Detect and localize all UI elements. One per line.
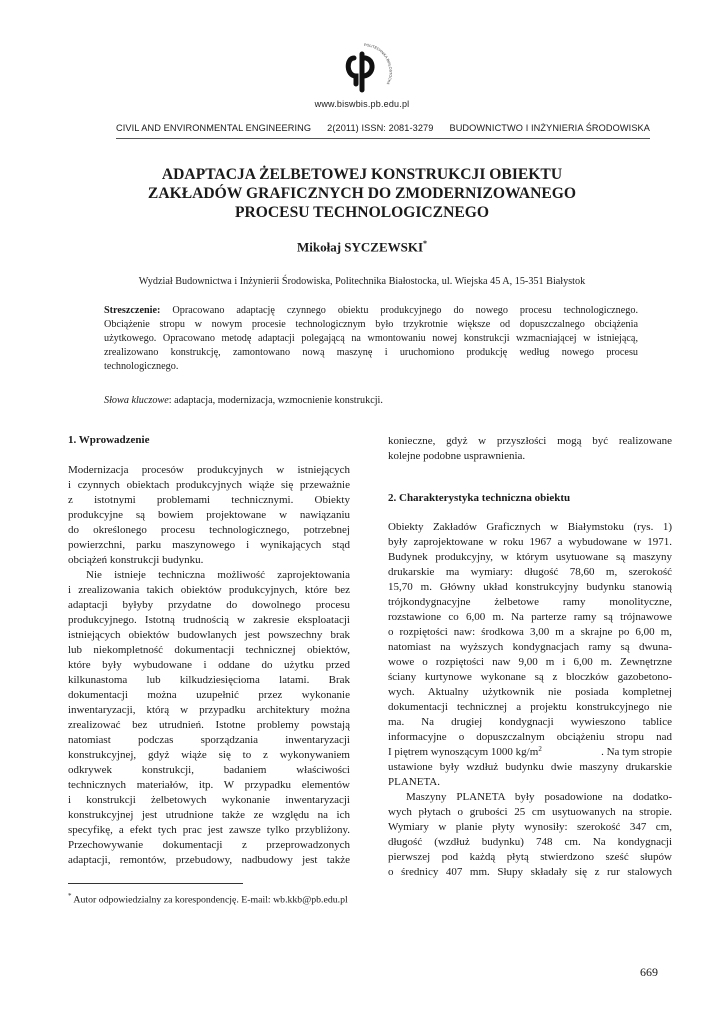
text-line: lub niekompletność dokumentacji technicznej obiektów, [68,644,350,656]
text-line [388,745,672,760]
text-line: i zrealizowania takich obiektów produkcyjnych, które bez [68,584,350,596]
author [0,239,724,255]
paper-title [90,165,634,222]
text-line-part: . Na tym stropie [601,746,672,758]
page-number: 669 [640,965,658,979]
text-line: kilkunastoma lub kilkudziesięcioma latami. Brak [68,674,350,686]
text-line: specyfikę, a efekt tych prac jest zawsze tylko przybliżony. [68,824,350,836]
text-line: Budynek produkcyjny, w którym usytuowane są maszyny [388,551,672,563]
text-line: natomiast podczas sporządzania inwentaryzacji [68,734,350,746]
text-line: rozstawione co 6,00 m. Na parterze ramy są trójnawowe [388,611,672,623]
text-line: odkrywek konstrukcji, badaniem właściwości [68,764,350,776]
text-line: dokumentacji technicznej a projektu konstrukcyjnego nie [388,701,672,713]
text-line: ma. Na drugiej kondygnacji wywieszono tablice [388,716,672,728]
affiliation: Wydział Budownictwa i Inżynierii Środowiska, Politechnika Białostocka, ul. Wiejska 45 A, 15-351 Białystok [138,276,586,287]
text-line: z istotnymi problemami technicznymi. Obiekty [68,494,350,506]
section1-body [68,463,350,868]
keywords-label: Słowa kluczowe [104,395,169,406]
text-line: natomiast na wyższych kondygnacjach ramy są dwuna- [388,641,672,653]
text-line: konieczne, gdyż w przyszłości mogą być realizowane [388,435,672,447]
text-line: o rozpiętości naw: środkowa 3,00 m a skrajne po 6,00 m, [388,626,672,638]
author-footnote-mark: * [423,239,428,248]
text-line: i konstrukcji żelbetowych wykonanie inwentaryzacji [68,794,350,806]
author-name: Mikołaj SYCZEWSKI [296,239,424,255]
text-line: inwentaryzacji, którą w przypadku architektury można [68,704,350,716]
footnote [68,892,348,905]
journal-name-en: CIVIL AND ENVIRONMENTAL ENGINEERING [116,123,312,133]
text-line: Przechowywanie dokumentacji z przeprowadzonych [68,839,350,851]
text-line: adaptacji, remontów, przebudowy, nadbudowy jest także [68,854,350,866]
text-line: kolejne podobne usprawnienia. [388,450,526,462]
text-line: wych. Aktualny użytkownik nie posiada kompletnej [388,686,672,698]
text-line-part: I piętrem wynoszącym 1000 kg/m [388,746,539,758]
journal-header-bar [116,123,650,133]
text-line: Nie istnieje techniczna możliwość zaprojektowania [86,569,350,581]
text-line: trójkondygnacyjne żelbetowe ramy monolityczne, [388,596,672,608]
title-line: ADAPTACJA ŻELBETOWEJ KONSTRUKCJI OBIEKTU [161,166,563,183]
journal-website[interactable]: www.biswbis.pb.edu.pl [314,99,410,109]
text-line: produkcyjnego. Istotną trudnością w zakresie eksploatacji [68,614,350,626]
abstract-line: technologicznego. [104,361,179,372]
abstract-line: zrealizowano konstrukcję, zamontowano nową maszynę i uruchomiono produkcję według nowego procesu [104,347,638,358]
abstract-line: Obciążenie stropu w nowym procesie technologicznym było trzykrotnie większe od dopuszczalnego obciążenia [104,319,638,330]
superscript: 2 [538,745,542,753]
text-line: pierwszej pod każdą płytą stwierdzono sześć słupów [388,851,672,863]
text-line: i czynnych obiektach produkcyjnych wiąże się przeważnie [68,479,350,491]
section-heading-technical: 2. Charakterystyka techniczna obiektu [388,492,571,504]
text-line: dokumentacji można uzupełnić przez wykonanie [68,689,350,701]
svg-text:POLITECHNIKA BIAŁOSTOCKA [364,43,393,86]
header-divider [116,138,650,139]
text-line: drukarskie ma wymiary: długość 78,60 m, szerokość [388,566,672,578]
text-line: powierzchni, parku maszynowego i wynikających stąd [68,539,350,551]
text-line: Wymiary w planie płyty wynosiły: szerokość 347 cm, [388,821,672,833]
title-line: PROCESU TECHNOLOGICZNEGO [234,204,490,221]
text-line: były zaprojektowane w roku 1967 a wybudowane w 1971. [388,536,672,548]
text-line: PLANETA. [388,776,440,788]
text-line: technicznych materiałów, itp. W przypadku elementów [68,779,350,791]
footnote-mark: * [68,892,72,900]
text-line: o średnicy 407 mm. Słupy składały się z rur stalowych [388,866,672,878]
keywords-text: : adaptacja, modernizacja, wzmocnienie konstrukcji. [168,395,383,406]
text-line: 15,70 m. Główny układ konstrukcyjny budynku stanowią [388,581,672,593]
section-heading-introduction: 1. Wprowadzenie [68,434,150,446]
text-line: konstrukcyjnej jest utrudnione także ze względu na ich [68,809,350,821]
text-line: ściany kurtynowe wykonane są z bloczków gazobetono- [388,671,672,683]
text-line: adaptacji byłyby przydatne do dowolnego procesu [68,599,350,611]
text-line: ustawione były wzdłuż budynku dwie maszyny drukarskie [388,761,672,773]
text-line: obciążeń konstrukcji budynku. [68,554,204,566]
abstract [104,304,638,374]
abstract-label: Streszczenie: [104,305,161,316]
journal-name-pl: BUDOWNICTWO I INŻYNIERIA ŚRODOWISKA [449,123,650,133]
section1-continuation [388,434,672,464]
text-line: które były wybudowane i oddane do użytku przed [68,659,350,671]
text-line: wowe o rozpiętości naw 9,00 m i 6,00 m. Zewnętrzne [388,656,672,668]
logo-ring-text: POLITECHNIKA BIAŁOSTOCKA [363,42,393,86]
university-logo-icon [332,40,396,104]
title-line: ZAKŁADÓW GRAFICZNYCH DO ZMODERNIZOWANEGO [147,185,577,202]
text-line: długość (wzdłuż budynku) 748 cm. Na kondygnacji [388,836,672,848]
text-line: wych płytach o grubości 25 cm usytuowanych na stropie. [388,806,672,818]
text-line: zrealizować bez utrudnień. Istotne problemy powstają [68,719,350,731]
footnote-text: Autor odpowiedzialny za korespondencję. E-mail: wb.kkb@pb.edu.pl [71,894,348,906]
text-line: Maszyny PLANETA były posadowione na dodatko- [406,791,672,803]
text-line: istniejących obiektów budowlanych jest powszechny brak [68,629,350,641]
text-line: do określonego procesu technologicznego, potrzebnej [68,524,350,536]
text-line: Modernizacja procesów produkcyjnych w istniejących [68,464,350,476]
abstract-line: Opracowano adaptację czynnego obiektu produkcyjnego do nowego procesu technologicznego. [160,305,638,316]
footnote-divider [68,883,243,884]
abstract-line: użytkowego. Opracowano metodę adaptacji polegającą na wmontowaniu nowej konstrukcji wzmacniającej w istniejącą, [104,333,638,344]
text-line: produkcyjne są bowiem projektowane w nawiązaniu [68,509,350,521]
journal-issue: 2(2011) ISSN: 2081-3279 [327,123,434,133]
text-line: informacyjne o dopuszczalnym obciążeniu stropu nad [388,731,672,743]
keywords [104,395,383,406]
text-line: Obiekty Zakładów Graficznych w Białymstoku (rys. 1) [388,521,672,533]
section2-body [388,520,672,880]
text-line: konstrukcyjnej, gdyż wiąże się to z wykonywaniem [68,749,350,761]
